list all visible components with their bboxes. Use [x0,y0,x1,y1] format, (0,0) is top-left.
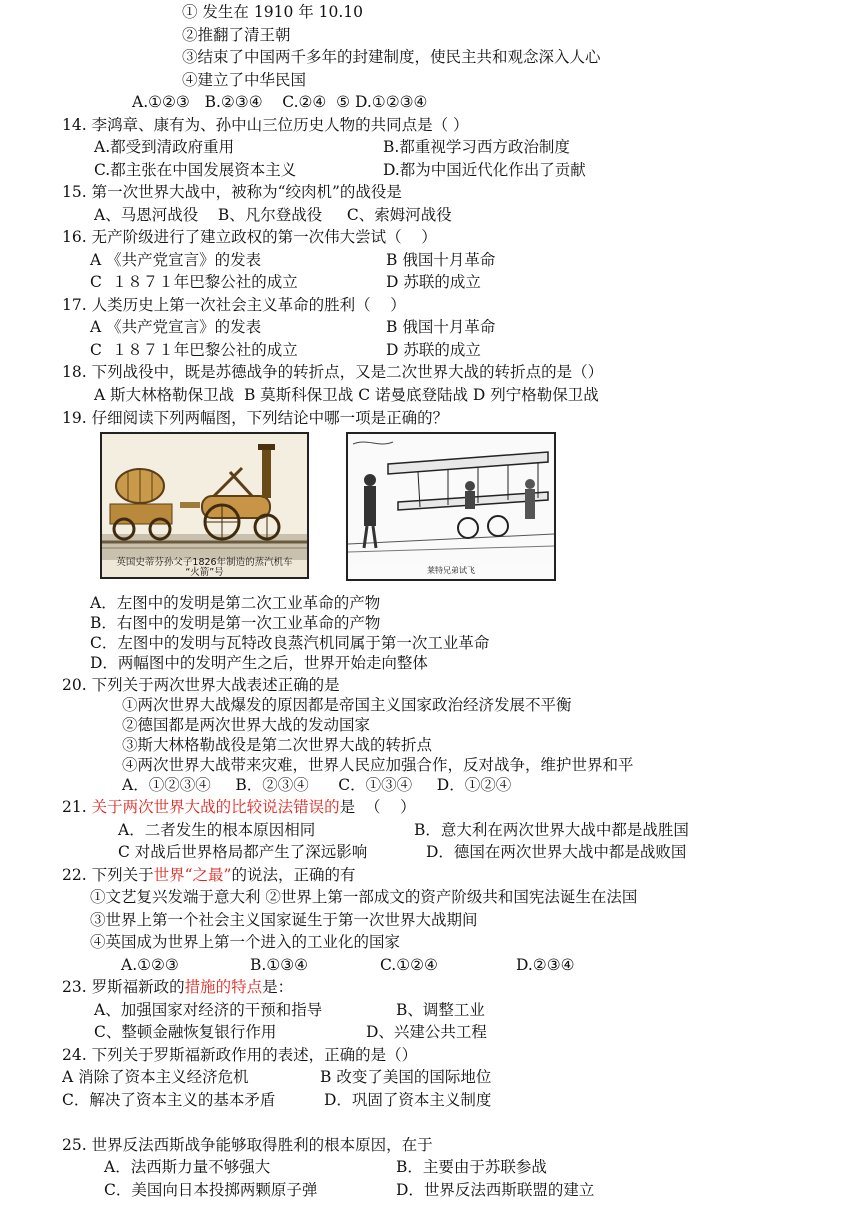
q22-statement-3: ④英国成为世界上第一个进入的工业化的国家 [90,933,401,951]
wright-brothers-illustration [348,434,554,566]
q14-option-d: D.都为中国近代化作出了贡献 [383,161,586,179]
q24-option-c: C．解决了资本主义的基本矛盾 [62,1091,276,1109]
q20-statement-4: ④两次世界大战带来灾难，世界人民应加强合作，反对战争，维护世界和平 [122,756,634,774]
wright-brothers-figure [346,432,556,581]
q14-option-b: B.都重视学习西方政治制度 [383,138,570,156]
q19-option-a: A．左图中的发明是第二次工业革命的产物 [90,594,381,612]
q14-stem: 14. 李鸿章、康有为、孙中山三位历史人物的共同点是（ ） [62,116,469,134]
q18-options: A 斯大林格勒保卫战 B 莫斯科保卫战 C 诺曼底登陆战 D 列宁格勒保卫战 [94,386,599,404]
q25-option-d: D．世界反法西斯联盟的建立 [396,1181,595,1199]
q15-options: A、马恩河战役 B、凡尔登战役 C、索姆河战役 [94,206,452,224]
q22-statement-1: ①文艺复兴发端于意大利 ②世界上第一部成文的资产阶级共和国宪法诞生在法国 [90,888,638,906]
figure-left-caption-line2: “火箭”号 [185,567,224,578]
q20-statement-1: ①两次世界大战爆发的原因都是帝国主义国家政治经济发展不平衡 [122,696,572,714]
q23-emphasis: 措施的特点 [184,978,263,996]
q21-stem-end: 是 （ ） [339,798,416,816]
q20-statement-2: ②德国都是两次世界大战的发动国家 [122,716,371,734]
q13-statement-4: ④建立了中华民国 [182,71,307,89]
q17-option-b: B 俄国十月革命 [386,318,496,336]
q21-emphasis: 关于两次世界大战的比较说法错误的 [91,798,340,816]
q21-number: 21. [62,798,92,816]
q13-statement-3: ③结束了中国两千多年的封建制度，使民主共和观念深入人心 [182,48,601,66]
q25-option-a: A．法西斯力量不够强大 [104,1158,271,1176]
q23-stem [62,977,293,997]
q16-option-c: C １８７１年巴黎公社的成立 [90,273,298,291]
q17-option-a: A 《共产党宣言》的发表 [90,318,262,336]
q17-option-c: C １８７１年巴黎公社的成立 [90,341,298,359]
q25-option-b: B．主要由于苏联参战 [396,1158,547,1176]
q20-options: A．①②③④ B．②③④ C．①③④ D．①②④ [122,776,512,794]
q23-stem-start: 23. 罗斯福新政的 [62,978,185,996]
q23-option-c: C、整顿金融恢复银行作用 [94,1023,277,1041]
steam-locomotive-illustration [102,434,307,560]
q22-option-b: B.①③④ [250,956,309,974]
q23-stem-end: 是： [262,978,294,996]
q20-statement-3: ③斯大林格勒战役是第二次世界大战的转折点 [122,736,433,754]
q16-option-b: B 俄国十月革命 [386,251,496,269]
q18-stem: 18. 下列战役中，既是苏德战争的转折点，又是二次世界大战的转折点的是（） [62,363,604,381]
q23-option-a: A、加强国家对经济的干预和指导 [94,1001,323,1019]
q19-stem: 19. 仔细阅读下列两幅图，下列结论中哪一项是正确的？ [62,409,449,427]
q14-option-a: A.都受到清政府重用 [94,138,235,156]
q17-stem: 17. 人类历史上第一次社会主义革命的胜利（ ） [62,296,406,314]
figure-left-caption-line1: 英国史蒂芬孙父子1826年制造的蒸汽机车 [116,557,293,568]
q23-option-b: B、调整工业 [396,1001,485,1019]
q24-option-d: D．巩固了资本主义制度 [324,1091,492,1109]
q21-option-b: B．意大利在两次世界大战中都是战胜国 [414,821,689,839]
q22-option-a: A.①②③ [121,956,179,974]
q22-option-c: C.①②④ [380,956,438,974]
q19-option-d: D．两幅图中的发明产生之后，世界开始走向整体 [90,654,428,672]
q16-option-a: A 《共产党宣言》的发表 [90,251,262,269]
q24-stem: 24. 下列关于罗斯福新政作用的表述，正确的是（） [62,1046,418,1064]
q22-stem-end: 的说法，正确的有 [231,866,356,884]
q13-statement-1: ① 发生在 1910 年 10.10 [182,3,364,21]
q21-option-c: C 对战后世界格局都产生了深远影响 [118,843,368,861]
q13-statement-2: ②推翻了清王朝 [182,26,291,44]
q25-stem: 25. 世界反法西斯战争能够取得胜利的根本原因，在于 [62,1136,433,1154]
q19-option-b: B．右图中的发明是第一次工业革命的产物 [90,614,381,632]
q24-option-a: A 消除了资本主义经济危机 [62,1068,249,1086]
steam-locomotive-figure [100,432,309,579]
q24-option-b: B 改变了美国的国际地位 [320,1068,492,1086]
q22-emphasis: 世界“之最” [153,866,232,884]
q16-option-d: D 苏联的成立 [386,273,481,291]
q22-option-d: D.②③④ [516,956,575,974]
q25-option-c: C．美国向日本投掷两颗原子弹 [104,1181,318,1199]
q17-option-d: D 苏联的成立 [386,341,481,359]
q13-options: A.①②③ B.②③④ C.②④ ⑤ D.①②③④ [132,93,428,111]
q22-stem [62,865,355,885]
q21-option-a: A．二者发生的根本原因相同 [118,821,316,839]
q19-option-c: C．左图中的发明与瓦特改良蒸汽机同属于第一次工业革命 [90,634,490,652]
q14-option-c: C.都主张在中国发展资本主义 [94,161,297,179]
figure-right-caption: 莱特兄弟试飞 [427,566,475,575]
q22-statement-2: ③世界上第一个社会主义国家诞生于第一次世界大战期间 [90,911,478,929]
q16-stem: 16. 无产阶级进行了建立政权的第一次伟大尝试（ ） [62,228,437,246]
q21-stem [62,797,416,817]
q22-stem-start: 22. 下列关于 [62,866,154,884]
q21-option-d: D．德国在两次世界大战中都是战败国 [426,843,687,861]
q15-stem: 15. 第一次世界大战中，被称为“绞肉机”的战役是 [62,183,402,201]
q23-option-d: D、兴建公共工程 [366,1023,487,1041]
q20-stem: 20. 下列关于两次世界大战表述正确的是 [62,676,340,694]
